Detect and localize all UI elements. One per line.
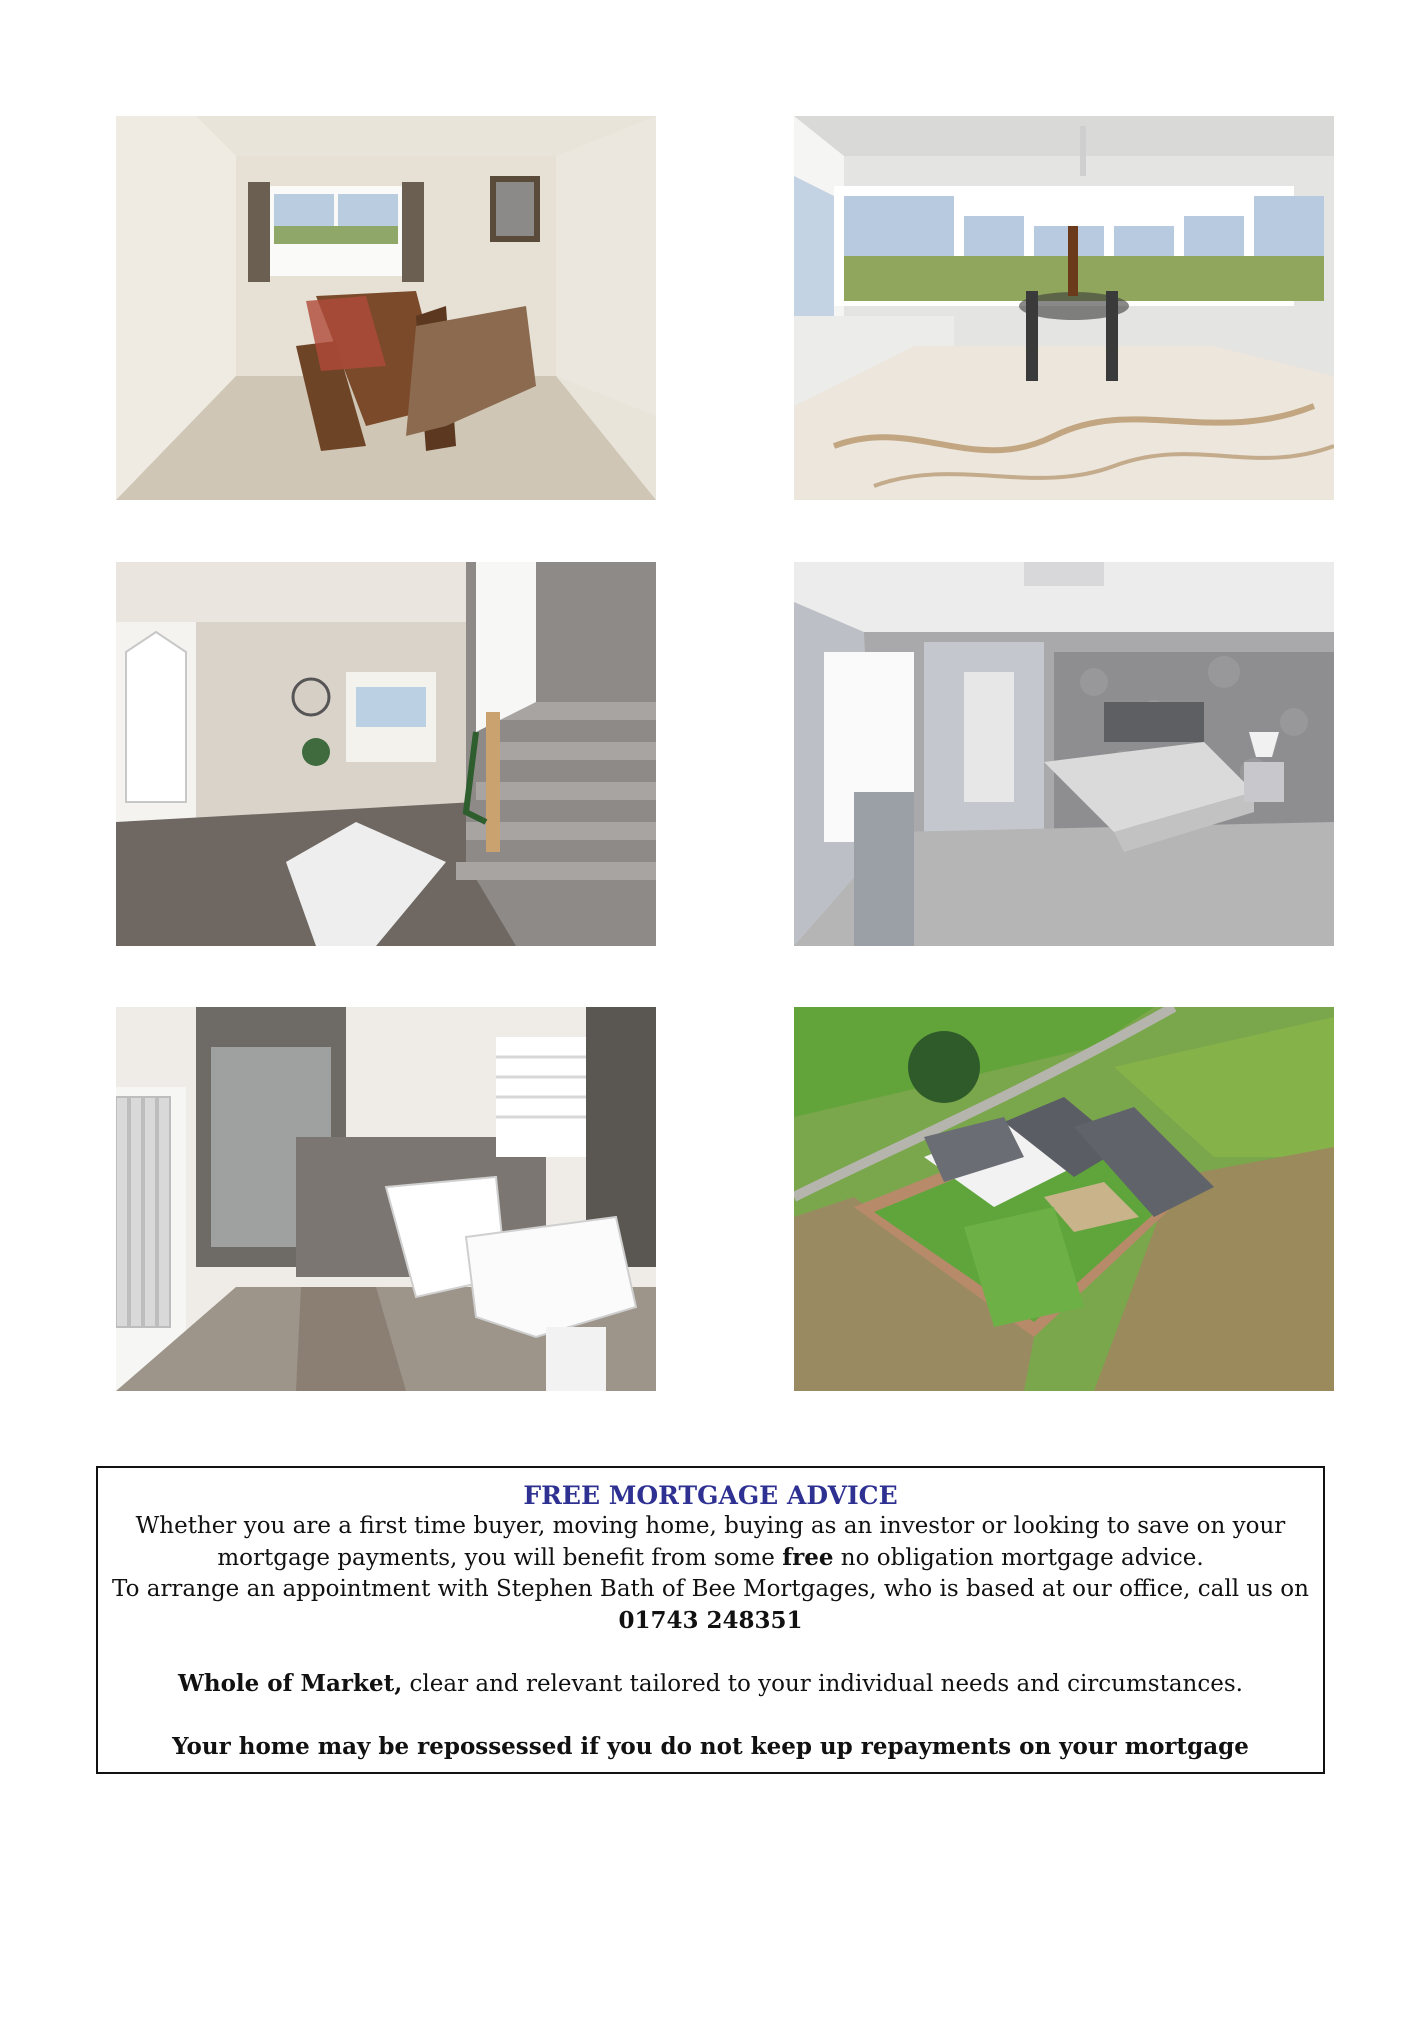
- advice-line-2-post: no obligation mortgage advice.: [833, 1545, 1204, 1571]
- advice-line-3: To arrange an appointment with Stephen Bath of Bee Mortgages, who is based at our office, call us on: [112, 1576, 1309, 1602]
- bedroom-photo: [794, 562, 1334, 946]
- advice-line-2: [98, 1542, 1323, 1574]
- advice-line-2-pre: mortgage payments, you will benefit from some: [217, 1545, 783, 1571]
- mortgage-advice-box: [96, 1466, 1325, 1774]
- bay-window-dining-photo: [794, 116, 1334, 500]
- advice-free-word: free: [782, 1544, 834, 1571]
- warning-text: Your home may be repossessed if you do not keep up repayments on your mortgage: [172, 1733, 1249, 1760]
- advice-line-1: Whether you are a first time buyer, moving home, buying as an investor or looking to save on your: [135, 1513, 1286, 1539]
- whole-of-market-label: Whole of Market,: [178, 1670, 403, 1697]
- advice-title: FREE MORTGAGE ADVICE: [523, 1481, 898, 1510]
- advice-market-line: [98, 1668, 1323, 1700]
- dining-room-photo: [116, 116, 656, 500]
- repossession-warning: [98, 1731, 1323, 1763]
- advice-phone: [98, 1605, 1323, 1637]
- market-description: clear and relevant tailored to your individual needs and circumstances.: [402, 1671, 1243, 1697]
- phone-number: 01743 248351: [618, 1607, 803, 1634]
- aerial-house-photo: [794, 1007, 1334, 1391]
- bathroom-photo: [116, 1007, 656, 1391]
- hallway-stairs-photo: [116, 562, 656, 946]
